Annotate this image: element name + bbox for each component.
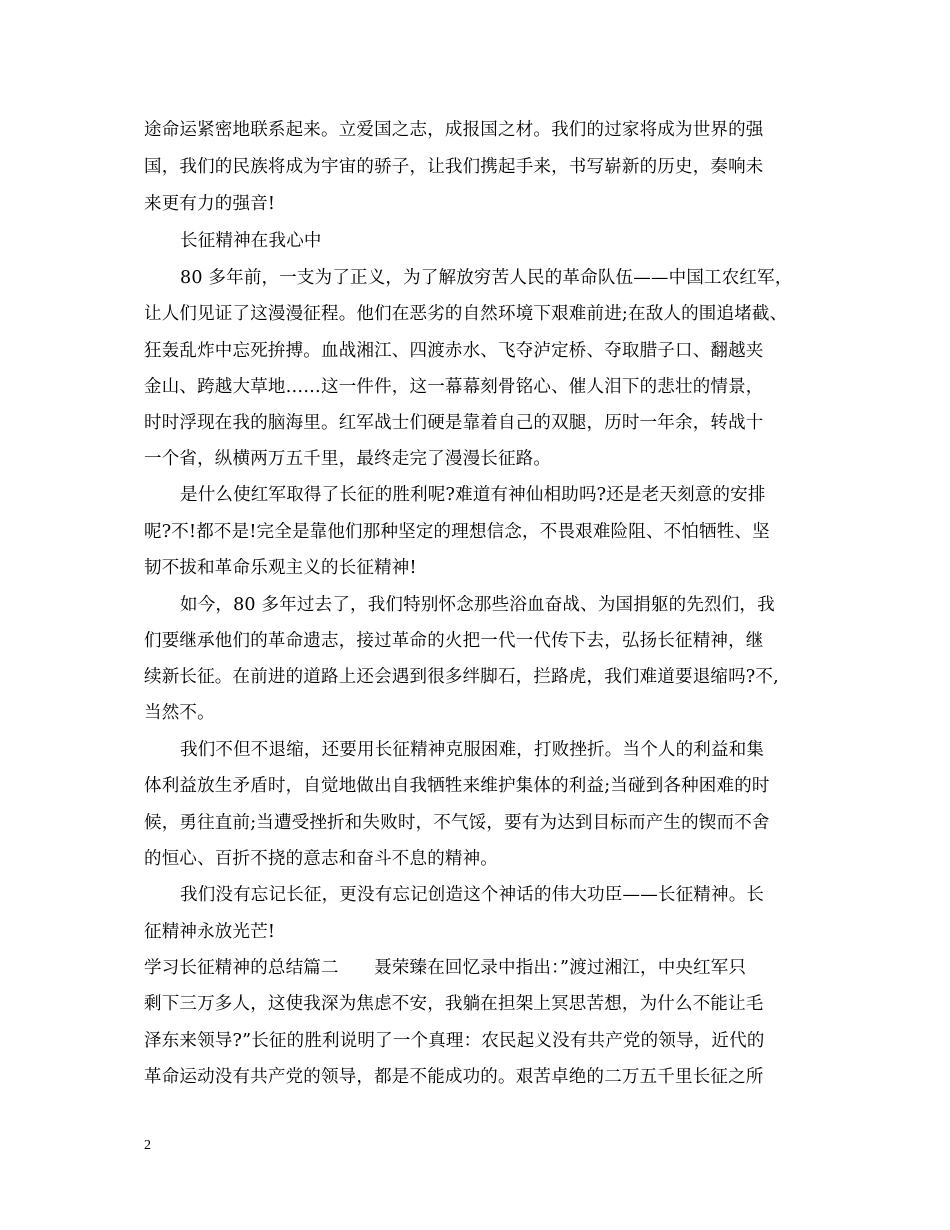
text-line: 时时浮现在我的脑海里。红军战士们硬是靠着自己的双腿，历时一年余，转战十 <box>144 413 764 433</box>
text-line: 让人们见证了这漫漫征程。他们在恶劣的自然环境下艰难前进;在敌人的围追堵截、 <box>144 304 788 324</box>
text-line: 呢?不!都不是!完全是靠他们那种坚定的理想信念，不畏艰难险阻、不怕牺牲、坚 <box>144 522 770 542</box>
text-line: 狂轰乱炸中忘死拚搏。血战湘江、四渡赤水、飞夺泸定桥、夺取腊子口、翻越夹 <box>144 341 764 361</box>
paragraph-start: 是什么使红军取得了长征的胜利呢?难道有神仙相助吗?还是老天刻意的安排 <box>180 485 766 505</box>
text-line: 体利益放生矛盾时，自觉地做出自我牺牲来维护集体的利益;当碰到各种困难的时 <box>144 776 770 796</box>
text-line: 当然不。 <box>144 703 215 723</box>
text-line: 的恒心、百折不挠的意志和奋斗不息的精神。 <box>144 849 498 869</box>
text-line: 革命运动没有共产党的领导，都是不能成功的。艰苦卓绝的二万五千里长征之所 <box>144 1067 764 1087</box>
text-line: 国，我们的民族将成为宇宙的骄子，让我们携起手来，书写崭新的历史，奏响未 <box>144 157 764 177</box>
text-line: 征精神永放光芒! <box>144 922 276 942</box>
paragraph-start: 80 多年前，一支为了正义，为了解放穷苦人民的革命队伍——中国工农红军， <box>180 268 793 288</box>
text-line: 金山、跨越大草地……这一件件，这一幕幕刻骨铭心、催人泪下的悲壮的情景， <box>144 377 764 397</box>
section-title-line: 学习长征精神的总结篇二 聂荣臻在回忆录中指出：”渡过湘江，中央红军只 <box>144 958 747 978</box>
text-line: 们要继承他们的革命遗志，接过革命的火把一代一代传下去，弘扬长征精神，继 <box>144 631 764 651</box>
paragraph-start: 如今，80 多年过去了，我们特别怀念那些浴血奋战、为国捐躯的先烈们，我 <box>180 595 775 615</box>
text-line: 韧不拔和革命乐观主义的长征精神! <box>144 558 417 578</box>
text-line: 一个省，纵横两万五千里，最终走完了漫漫长征路。 <box>144 449 552 469</box>
text-line: 来更有力的强音! <box>144 194 276 214</box>
text-line: 泽东来领导?”长征的胜利说明了一个真理：农民起义没有共产党的领导，近代的 <box>144 1031 765 1051</box>
text-line: 途命运紧密地联系起来。立爱国之志，成报国之材。我们的过家将成为世界的强 <box>144 120 764 140</box>
page-number: 2 <box>144 1138 151 1153</box>
section-heading: 长征精神在我心中 <box>180 231 322 251</box>
text-line: 候，勇往直前;当遭受挫折和失败时，不气馁，要有为达到目标而产生的锲而不舍 <box>144 813 770 833</box>
text-line: 剩下三万多人，这使我深为焦虑不安，我躺在担架上冥思苦想，为什么不能让毛 <box>144 994 764 1014</box>
text-line: 续新长征。在前进的道路上还会遇到很多绊脚石，拦路虎，我们难道要退缩吗?不, <box>144 667 779 687</box>
paragraph-start: 我们没有忘记长征，更没有忘记创造这个神话的伟大功臣——长征精神。长 <box>180 885 765 905</box>
paragraph-start: 我们不但不退缩，还要用长征精神克服困难，打败挫折。当个人的利益和集 <box>180 740 765 760</box>
